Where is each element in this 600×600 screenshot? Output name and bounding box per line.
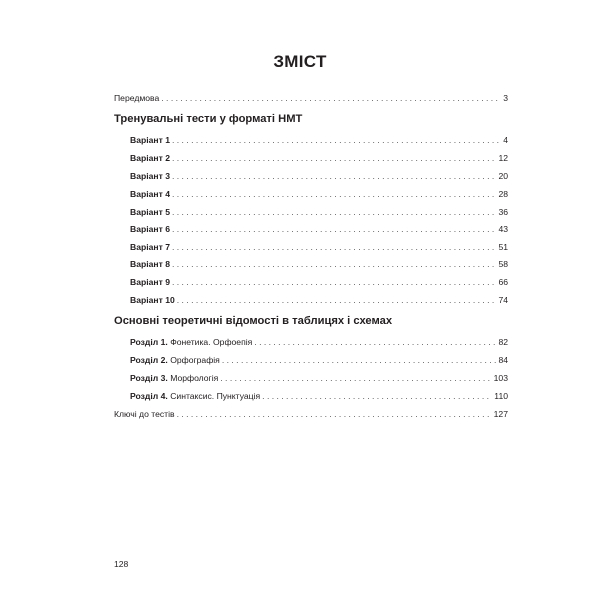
dot-leader [172, 276, 496, 288]
toc-entry-page: 43 [498, 224, 508, 234]
toc-entry-chapter: Розділ 2. [130, 355, 168, 365]
toc-entry-label: Варіант 2 [130, 153, 170, 163]
toc-entry-label: Варіант 7 [130, 242, 170, 252]
toc-entry-label: Передмова [114, 93, 160, 103]
page-number: 128 [114, 559, 129, 569]
toc-entry-page: 3 [503, 93, 508, 103]
toc-entry-chapter-2[interactable] [130, 354, 508, 366]
toc-entry-intro[interactable] [114, 92, 508, 104]
toc-entry-page: 12 [498, 153, 508, 163]
dot-leader [172, 206, 496, 218]
toc-entry-page: 110 [494, 391, 508, 401]
toc-entry-page: 74 [498, 295, 508, 305]
dot-leader [220, 372, 491, 384]
toc-entry-label: Варіант 3 [130, 171, 170, 181]
toc-entry-page: 4 [503, 135, 508, 145]
dot-leader [172, 223, 496, 235]
toc-entry-variant-8[interactable] [130, 258, 508, 270]
toc-entry-chapter: Розділ 4. [130, 391, 168, 401]
toc-entry-page: 28 [498, 189, 508, 199]
dot-leader [161, 92, 501, 104]
toc-entry-page: 36 [498, 207, 508, 217]
toc-entry-title: Орфографія [170, 355, 220, 365]
toc-entry-variant-5[interactable] [130, 206, 508, 218]
dot-leader [254, 336, 496, 348]
toc-entry-keys[interactable] [114, 408, 508, 420]
dot-leader [222, 354, 497, 366]
toc-entry-page: 127 [493, 409, 508, 419]
toc-entry-page: 84 [498, 355, 508, 365]
dot-leader [172, 241, 496, 253]
toc-entry-label: Ключі до тестів [114, 409, 175, 419]
toc-entry-chapter: Розділ 3. [130, 373, 168, 383]
dot-leader [172, 134, 501, 146]
toc-entry-page: 20 [498, 171, 508, 181]
toc-entry-label: Варіант 10 [130, 295, 175, 305]
dot-leader [177, 408, 492, 420]
toc-entry-page: 58 [498, 259, 508, 269]
toc-entry-title: Фонетика. Орфоепія [170, 337, 253, 347]
dot-leader [172, 188, 496, 200]
toc-entry-label: Варіант 1 [130, 135, 170, 145]
toc-entry-title: Синтаксис. Пунктуація [170, 391, 261, 401]
section-heading-theory: Основні теоретичні відомості в таблицях і схемах [114, 315, 393, 327]
toc-entry-chapter-3[interactable] [130, 372, 508, 384]
toc-entry-chapter-1[interactable] [130, 336, 508, 348]
toc-entry-label: Варіант 4 [130, 189, 170, 199]
toc-entry-label: Варіант 8 [130, 259, 170, 269]
toc-entry-variant-6[interactable] [130, 223, 508, 235]
toc-entry-page: 103 [493, 373, 508, 383]
toc-entry-chapter-4[interactable] [130, 390, 508, 402]
dot-leader [172, 258, 496, 270]
toc-entry-page: 66 [498, 277, 508, 287]
toc-entry-variant-9[interactable] [130, 276, 508, 288]
toc-entry-chapter: Розділ 1. [130, 337, 168, 347]
toc-entry-variant-7[interactable] [130, 241, 508, 253]
section-heading-tests: Тренувальні тести у форматі НМТ [114, 113, 303, 125]
toc-entry-variant-2[interactable] [130, 152, 508, 164]
toc-entry-variant-1[interactable] [130, 134, 508, 146]
toc-entry-variant-10[interactable] [130, 294, 508, 306]
dot-leader [172, 170, 496, 182]
toc-entry-variant-3[interactable] [130, 170, 508, 182]
dot-leader [177, 294, 497, 306]
page-title: ЗМІСТ [273, 52, 327, 71]
toc-entry-label: Варіант 9 [130, 277, 170, 287]
toc-entry-label: Варіант 5 [130, 207, 170, 217]
toc-entry-title: Морфологія [170, 373, 219, 383]
toc-entry-label: Варіант 6 [130, 224, 170, 234]
toc-entry-page: 51 [498, 242, 508, 252]
dot-leader [172, 152, 496, 164]
toc-entry-variant-4[interactable] [130, 188, 508, 200]
dot-leader [262, 390, 492, 402]
toc-entry-page: 82 [498, 337, 508, 347]
